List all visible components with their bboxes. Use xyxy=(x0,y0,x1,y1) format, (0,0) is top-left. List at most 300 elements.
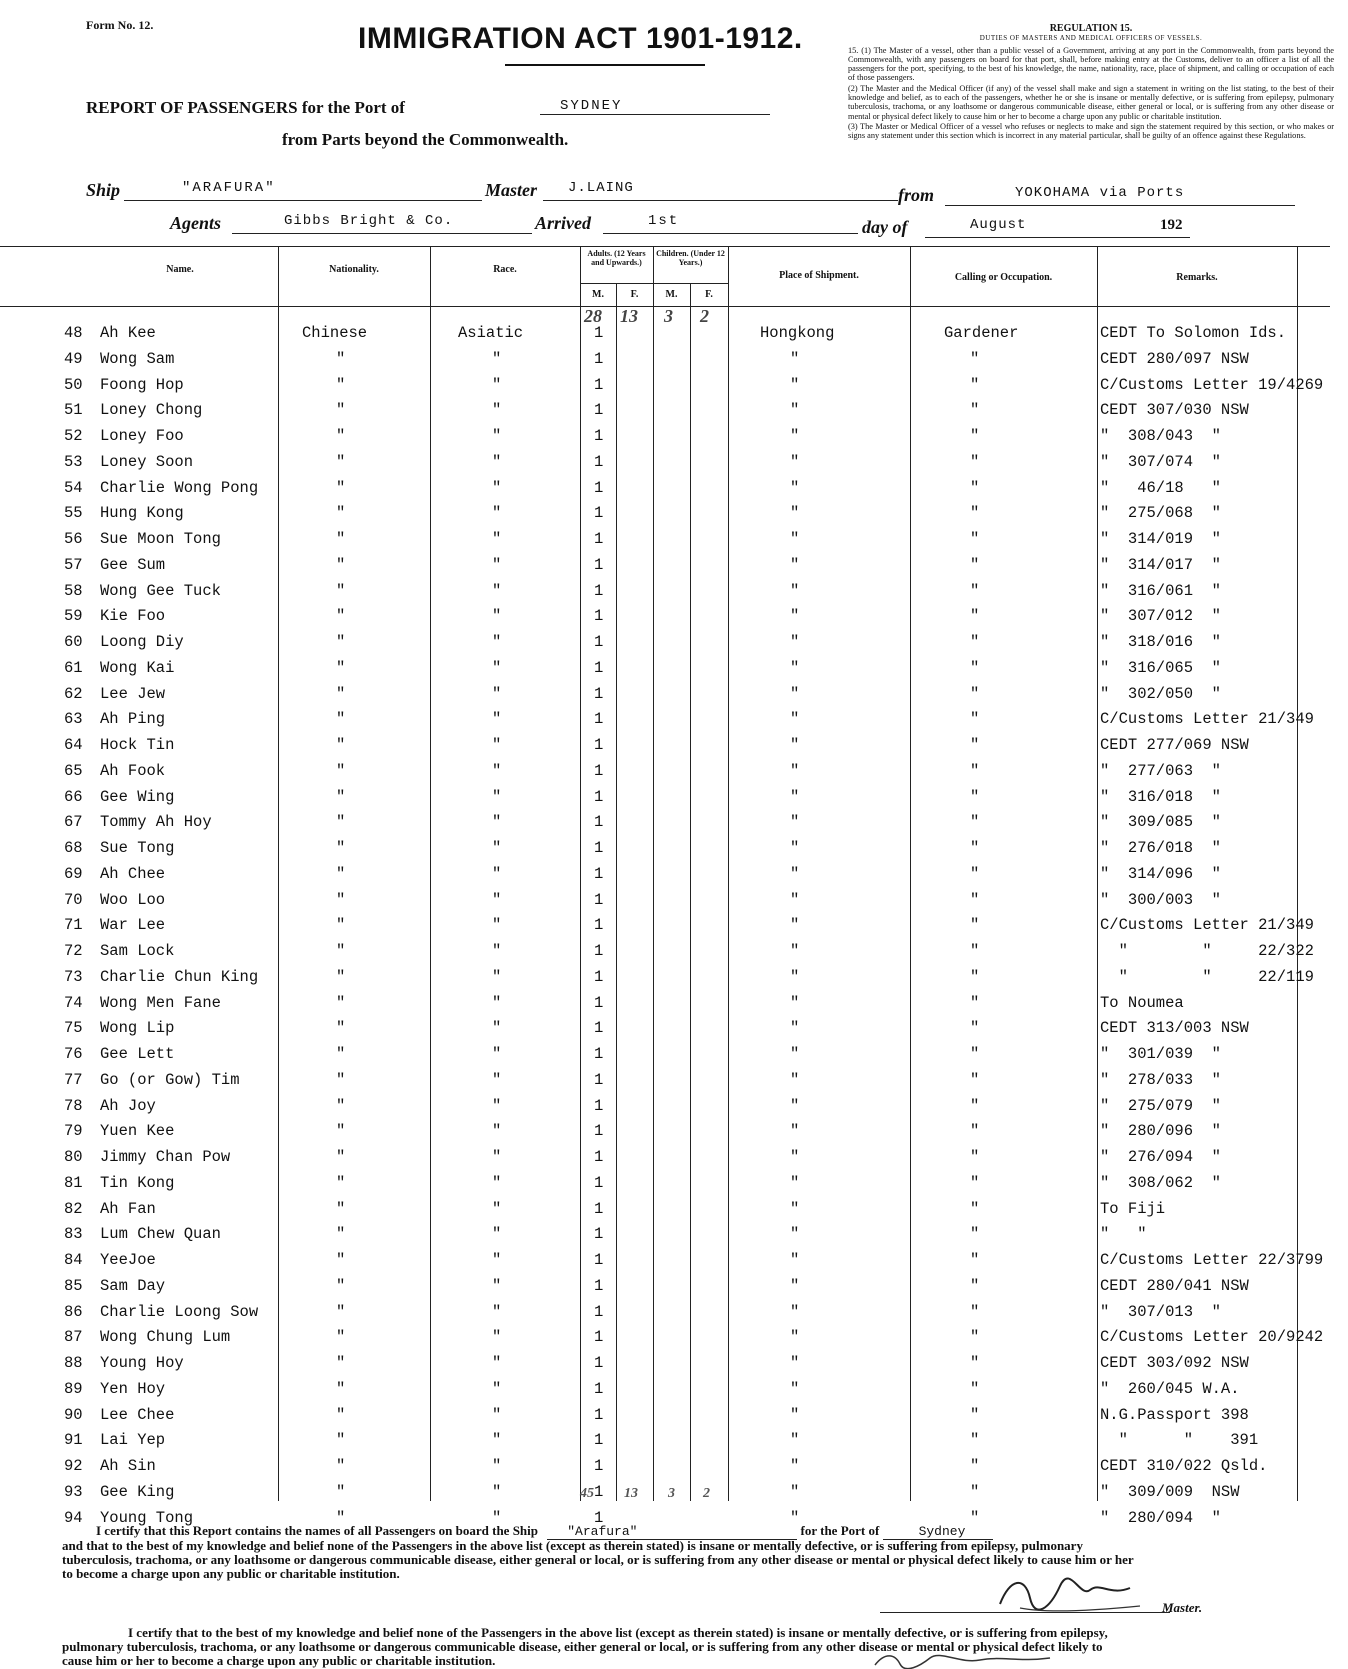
passenger-race: " xyxy=(492,633,502,651)
agents-value: Gibbs Bright & Co. xyxy=(284,213,454,229)
passenger-name: Lum Chew Quan xyxy=(100,1225,221,1244)
place-of-shipment: " xyxy=(790,684,800,703)
passenger-race: " xyxy=(492,452,502,471)
table-row xyxy=(0,994,1330,1019)
passenger-race: " xyxy=(492,1199,502,1218)
passenger-race: " xyxy=(492,1431,502,1450)
passenger-number: 73 xyxy=(64,967,83,986)
calling-occupation: " xyxy=(970,530,980,548)
passenger-nationality: " xyxy=(336,1405,346,1424)
header-adults: Adults. (12 Years and Upwards.) xyxy=(587,249,646,267)
calling-occupation: " xyxy=(970,1096,980,1115)
adult-male-count: 1 xyxy=(594,761,604,780)
passenger-nationality: " xyxy=(336,375,346,394)
passenger-nationality: " xyxy=(336,967,346,986)
remarks: " 318/016 " xyxy=(1100,633,1221,651)
remarks: CEDT 310/022 Qsld. xyxy=(1100,1457,1268,1475)
adult-male-count: 1 xyxy=(594,555,604,574)
remarks: CEDT 313/003 NSW xyxy=(1100,1019,1249,1038)
place-of-shipment: " xyxy=(790,761,800,780)
passenger-nationality: " xyxy=(336,530,346,548)
header-adult-m: M. xyxy=(592,289,604,300)
passenger-name: Yuen Kee xyxy=(100,1122,175,1141)
passenger-number: 82 xyxy=(64,1199,83,1218)
passenger-name: Lai Yep xyxy=(100,1431,166,1450)
passenger-race: " xyxy=(492,710,502,729)
place-of-shipment: " xyxy=(790,1405,800,1424)
passenger-name: Ah Kee xyxy=(100,324,156,342)
passenger-nationality: " xyxy=(336,684,346,703)
passenger-number: 63 xyxy=(64,710,83,729)
place-of-shipment: " xyxy=(790,993,800,1012)
passenger-nationality: " xyxy=(336,1457,346,1475)
passenger-nationality: " xyxy=(336,710,346,729)
calling-occupation: " xyxy=(970,1431,980,1450)
adult-male-count: 1 xyxy=(594,1045,604,1063)
calling-occupation: " xyxy=(970,1508,980,1527)
calling-occupation: " xyxy=(970,1405,980,1424)
passenger-nationality: " xyxy=(336,633,346,651)
calling-occupation: " xyxy=(970,761,980,780)
passenger-name: Wong Gee Tuck xyxy=(100,581,221,600)
table-row xyxy=(0,762,1330,787)
header-remarks: Remarks. xyxy=(1176,272,1218,283)
place-of-shipment: " xyxy=(790,1508,800,1527)
table-row xyxy=(0,1354,1330,1379)
passenger-nationality: " xyxy=(336,761,346,780)
passenger-name: Wong Sam xyxy=(100,349,175,368)
remarks: " 300/003 " xyxy=(1100,890,1221,909)
adult-male-count: 1 xyxy=(594,1225,604,1244)
remarks: " 307/013 " xyxy=(1100,1302,1221,1321)
passenger-number: 65 xyxy=(64,761,83,780)
table-row xyxy=(0,1380,1330,1405)
calling-occupation: " xyxy=(970,607,980,626)
place-of-shipment: " xyxy=(790,1457,800,1475)
passenger-number: 61 xyxy=(64,658,83,677)
place-of-shipment: " xyxy=(790,1379,800,1398)
calling-occupation: " xyxy=(970,839,980,857)
passenger-number: 88 xyxy=(64,1354,83,1372)
passenger-nationality: " xyxy=(336,658,346,677)
regulation-paragraph-1: 15. (1) The Master of a vessel, other than a public vessel of a Government, arriving at any port in the Commonwealth, from parts beyond the Commonwealth, with any passengers on board for that port, shall, before making entry at the Customs, deliver to an officer a list of all the passengers for the port, specifying, to the best of his knowledge, the name, nationality, race, place of shipment, and calling or occupation of each of those passengers. xyxy=(848,45,1334,83)
passenger-nationality: " xyxy=(336,1431,346,1450)
adult-male-count: 1 xyxy=(594,916,604,935)
table-row xyxy=(0,1071,1330,1096)
passenger-number: 92 xyxy=(64,1457,83,1475)
medical-line-1: I certify that to the best of my knowledge and belief none of the Passengers in the above list (except as therein stated) is insane or mentally defective, or is suffering from epilepsy, xyxy=(128,1626,1108,1640)
passenger-number: 93 xyxy=(64,1482,83,1501)
certificate-line-1 xyxy=(96,1524,1336,1540)
passenger-race: " xyxy=(492,1276,502,1295)
adult-male-count: 1 xyxy=(594,1405,604,1424)
certificate-ship-text: "Arafura" xyxy=(567,1524,638,1539)
passenger-nationality: " xyxy=(336,813,346,832)
passenger-number: 56 xyxy=(64,530,83,548)
passenger-nationality: " xyxy=(336,864,346,883)
calling-occupation: " xyxy=(970,1457,980,1475)
table-row xyxy=(0,839,1330,864)
remarks: CEDT 277/069 NSW xyxy=(1100,736,1249,754)
adult-male-count: 1 xyxy=(594,1328,604,1347)
header-race: Race. xyxy=(493,264,517,275)
passenger-nationality: " xyxy=(336,1122,346,1141)
passenger-nationality: " xyxy=(336,942,346,960)
passenger-name: Woo Loo xyxy=(100,890,166,909)
adult-male-count: 1 xyxy=(594,1276,604,1295)
passenger-race: " xyxy=(492,1328,502,1347)
passenger-race: " xyxy=(492,427,502,445)
place-of-shipment: " xyxy=(790,710,800,729)
total-child-m-bottom: 3 xyxy=(668,1486,675,1501)
passenger-nationality: " xyxy=(336,1173,346,1192)
passenger-nationality: " xyxy=(336,787,346,806)
adult-male-count: 1 xyxy=(594,633,604,651)
passenger-number: 77 xyxy=(64,1070,83,1089)
passenger-name: Sue Moon Tong xyxy=(100,530,221,548)
table-row xyxy=(0,1431,1330,1456)
adult-male-count: 1 xyxy=(594,504,604,523)
passenger-nationality: " xyxy=(336,1482,346,1501)
passenger-race: " xyxy=(492,942,502,960)
passenger-name: War Lee xyxy=(100,916,166,935)
table-row xyxy=(0,1303,1330,1328)
passenger-race: " xyxy=(492,1148,502,1166)
remarks: N.G.Passport 398 xyxy=(1100,1405,1249,1424)
adult-male-count: 1 xyxy=(594,1122,604,1141)
passenger-number: 55 xyxy=(64,504,83,523)
passenger-name: Wong Kai xyxy=(100,658,175,677)
place-of-shipment: " xyxy=(790,1045,800,1063)
place-of-shipment: " xyxy=(790,736,800,754)
passenger-number: 62 xyxy=(64,684,83,703)
adult-male-count: 1 xyxy=(594,349,604,368)
calling-occupation: " xyxy=(970,1122,980,1141)
total-adult-f-bottom: 13 xyxy=(624,1486,638,1501)
header-children: Children. (Under 12 Years.) xyxy=(656,249,725,267)
passenger-name: Jimmy Chan Pow xyxy=(100,1148,231,1166)
remarks: " 314/017 " xyxy=(1100,555,1221,574)
calling-occupation: " xyxy=(970,1379,980,1398)
header-name: Name. xyxy=(166,264,194,275)
place-of-shipment: " xyxy=(790,1251,800,1269)
calling-occupation: Gardener xyxy=(944,324,1019,342)
calling-occupation: " xyxy=(970,1276,980,1295)
total-child-f-bottom: 2 xyxy=(703,1486,710,1501)
passenger-nationality: " xyxy=(336,581,346,600)
table-row xyxy=(0,324,1330,349)
passenger-number: 81 xyxy=(64,1173,83,1192)
table-row xyxy=(0,479,1330,504)
place-of-shipment: " xyxy=(790,942,800,960)
master-signature-line xyxy=(880,1612,1170,1613)
passenger-race: " xyxy=(492,1508,502,1527)
place-of-shipment: " xyxy=(790,1199,800,1218)
passenger-race: " xyxy=(492,993,502,1012)
table-row xyxy=(0,1045,1330,1070)
place-of-shipment: " xyxy=(790,581,800,600)
adult-male-count: 1 xyxy=(594,839,604,857)
passenger-table xyxy=(0,246,1330,1527)
passenger-nationality: " xyxy=(336,1508,346,1527)
remarks: " " 391 xyxy=(1100,1431,1259,1450)
passenger-nationality: " xyxy=(336,504,346,523)
remarks: " " 22/119 xyxy=(1100,967,1314,986)
header-place: Place of Shipment. xyxy=(779,270,859,281)
master-label: Master xyxy=(485,180,538,200)
remarks: CEDT To Solomon Ids. xyxy=(1100,324,1287,342)
passenger-number: 94 xyxy=(64,1508,83,1527)
master-label: Master. xyxy=(1162,1600,1203,1615)
passenger-nationality: " xyxy=(336,1045,346,1063)
remarks: " 316/061 " xyxy=(1100,581,1221,600)
passenger-name: Loney Chong xyxy=(100,401,203,420)
place-of-shipment: " xyxy=(790,555,800,574)
remarks: " 275/079 " xyxy=(1100,1096,1221,1115)
place-of-shipment: " xyxy=(790,349,800,368)
passenger-number: 85 xyxy=(64,1276,83,1295)
place-of-shipment: " xyxy=(790,633,800,651)
table-row xyxy=(0,891,1330,916)
header-calling: Calling or Occupation. xyxy=(954,272,1053,283)
passenger-race: " xyxy=(492,530,502,548)
calling-occupation: " xyxy=(970,864,980,883)
passenger-name: Loney Soon xyxy=(100,452,194,471)
calling-occupation: " xyxy=(970,1045,980,1063)
remarks: " 302/050 " xyxy=(1100,684,1221,703)
remarks: CEDT 303/092 NSW xyxy=(1100,1354,1249,1372)
from-value: YOKOHAMA via Ports xyxy=(1015,185,1185,201)
passenger-nationality: " xyxy=(336,1251,346,1269)
table-row xyxy=(0,1148,1330,1173)
passenger-number: 84 xyxy=(64,1251,83,1269)
adult-male-count: 1 xyxy=(594,1508,604,1527)
calling-occupation: " xyxy=(970,478,980,497)
passenger-race: " xyxy=(492,1379,502,1398)
calling-occupation: " xyxy=(970,1328,980,1347)
place-of-shipment: " xyxy=(790,1070,800,1089)
passenger-race: " xyxy=(492,916,502,935)
table-row xyxy=(0,453,1330,478)
passenger-name: Go (or Gow) Tim xyxy=(100,1070,240,1089)
calling-occupation: " xyxy=(970,1019,980,1038)
place-of-shipment: " xyxy=(790,1122,800,1141)
passenger-nationality: " xyxy=(336,1225,346,1244)
passenger-name: Gee Wing xyxy=(100,787,175,806)
passenger-number: 51 xyxy=(64,401,83,420)
passenger-number: 64 xyxy=(64,736,83,754)
ship-value: "ARAFURA" xyxy=(182,180,276,196)
passenger-race: " xyxy=(492,581,502,600)
passenger-race: " xyxy=(492,349,502,368)
passenger-number: 86 xyxy=(64,1302,83,1321)
agents-field xyxy=(232,213,532,234)
passenger-name: Wong Lip xyxy=(100,1019,175,1038)
port-value xyxy=(540,98,770,115)
certificate-text-b: for the Port of xyxy=(800,1524,880,1538)
passenger-nationality: " xyxy=(336,1379,346,1398)
passenger-race: " xyxy=(492,401,502,420)
table-row xyxy=(0,865,1330,890)
passenger-number: 54 xyxy=(64,478,83,497)
remarks: " 277/063 " xyxy=(1100,761,1221,780)
adult-male-count: 1 xyxy=(594,787,604,806)
regulation-paragraph-2: (2) The Master and the Medical Officer (if any) of the vessel shall make and sign a statement in writing on the list stating, to the best of their knowledge and belief, as to each of the passengers, whether he or she is insane or mentally defective, or is suffering from epilepsy, pulmonary tuberculosis, trachoma, or any loathsome or dangerous communicable disease, either general or local, or is suffering from any other disease or mental or physical defect likely to cause him or her to become a charge upon any public or charitable institution. xyxy=(848,83,1334,121)
passenger-nationality: " xyxy=(336,1199,346,1218)
table-row xyxy=(0,736,1330,761)
table-row xyxy=(0,1406,1330,1431)
passenger-race: " xyxy=(492,1096,502,1115)
table-row xyxy=(0,813,1330,838)
table-row xyxy=(0,942,1330,967)
place-of-shipment: Hongkong xyxy=(760,324,835,342)
table-row xyxy=(0,376,1330,401)
adult-male-count: 1 xyxy=(594,1457,604,1475)
passenger-number: 79 xyxy=(64,1122,83,1141)
place-of-shipment: " xyxy=(790,839,800,857)
passenger-race: " xyxy=(492,1482,502,1501)
passenger-number: 57 xyxy=(64,555,83,574)
passenger-race: " xyxy=(492,787,502,806)
adult-male-count: 1 xyxy=(594,1302,604,1321)
arrived-field xyxy=(603,213,858,234)
adult-male-count: 1 xyxy=(594,1199,604,1218)
table-row xyxy=(0,788,1330,813)
total-child-f-top: 2 xyxy=(700,306,709,326)
table-row xyxy=(0,633,1330,658)
calling-occupation: " xyxy=(970,787,980,806)
passenger-race: " xyxy=(492,890,502,909)
passenger-name: Wong Men Fane xyxy=(100,993,221,1012)
passenger-race: " xyxy=(492,375,502,394)
place-of-shipment: " xyxy=(790,1148,800,1166)
passenger-name: Kie Foo xyxy=(100,607,166,626)
adult-male-count: 1 xyxy=(594,1482,604,1501)
passenger-race: " xyxy=(492,1225,502,1244)
header-nationality: Nationality. xyxy=(329,264,379,275)
certificate-line-3: tuberculosis, trachoma, or any loathsome or dangerous communicable disease, either general or local, or is suffering from any other disease or mental or physical defect likely to cause him or her xyxy=(62,1553,1134,1567)
passenger-number: 70 xyxy=(64,890,83,909)
from-label: from xyxy=(898,185,934,205)
place-of-shipment: " xyxy=(790,813,800,832)
passenger-race: " xyxy=(492,839,502,857)
passenger-name: Yen Hoy xyxy=(100,1379,166,1398)
place-of-shipment: " xyxy=(790,1482,800,1501)
calling-occupation: " xyxy=(970,375,980,394)
calling-occupation: " xyxy=(970,710,980,729)
place-of-shipment: " xyxy=(790,864,800,883)
passenger-race: " xyxy=(492,736,502,754)
adult-male-count: 1 xyxy=(594,658,604,677)
passenger-name: Wong Chung Lum xyxy=(100,1328,231,1347)
document-title: IMMIGRATION ACT 1901-1912. xyxy=(358,22,803,55)
passenger-nationality: " xyxy=(336,401,346,420)
passenger-name: Ah Fan xyxy=(100,1199,156,1218)
certificate-line-4: to become a charge upon any public or charitable institution. xyxy=(62,1567,400,1581)
remarks: " " xyxy=(1100,1225,1147,1244)
table-row xyxy=(0,968,1330,993)
table-row xyxy=(0,710,1330,735)
table-row xyxy=(0,1122,1330,1147)
remarks: " 308/043 " xyxy=(1100,427,1221,445)
year-value: 192 xyxy=(1160,217,1183,233)
passenger-number: 90 xyxy=(64,1405,83,1424)
place-of-shipment: " xyxy=(790,1302,800,1321)
passenger-name: Loney Foo xyxy=(100,427,184,445)
calling-occupation: " xyxy=(970,658,980,677)
passenger-number: 66 xyxy=(64,787,83,806)
remarks: " 316/065 " xyxy=(1100,658,1221,677)
header-child-f: F. xyxy=(705,289,713,300)
calling-occupation: " xyxy=(970,916,980,935)
place-of-shipment: " xyxy=(790,1019,800,1038)
remarks: C/Customs Letter 20/9242 xyxy=(1100,1328,1324,1347)
passenger-name: Lee Jew xyxy=(100,684,166,703)
medical-line-3: cause him or her to become a charge upon any public or charitable institution. xyxy=(62,1654,496,1668)
adult-male-count: 1 xyxy=(594,427,604,445)
adult-male-count: 1 xyxy=(594,1173,604,1192)
master-signature xyxy=(980,1568,1150,1616)
passenger-race: " xyxy=(492,1251,502,1269)
table-row xyxy=(0,916,1330,941)
table-row xyxy=(0,685,1330,710)
calling-occupation: " xyxy=(970,1354,980,1372)
passenger-number: 53 xyxy=(64,452,83,471)
table-row xyxy=(0,401,1330,426)
passenger-nationality: " xyxy=(336,1302,346,1321)
total-adult-f-top: 13 xyxy=(620,306,638,326)
passenger-name: Sam Lock xyxy=(100,942,175,960)
place-of-shipment: " xyxy=(790,1431,800,1450)
passenger-nationality: " xyxy=(336,607,346,626)
passenger-name: Young Tong xyxy=(100,1508,194,1527)
remarks: To Fiji xyxy=(1100,1199,1166,1218)
passenger-name: Loong Diy xyxy=(100,633,184,651)
report-label: REPORT OF PASSENGERS for the Port of xyxy=(86,98,405,117)
place-of-shipment: " xyxy=(790,967,800,986)
remarks: " 307/012 " xyxy=(1100,607,1221,626)
passenger-race: " xyxy=(492,504,502,523)
table-row xyxy=(0,504,1330,529)
passenger-nationality: " xyxy=(336,1096,346,1115)
table-row xyxy=(0,427,1330,452)
passenger-race: Asiatic xyxy=(458,324,524,342)
passenger-nationality: " xyxy=(336,916,346,935)
table-row xyxy=(0,659,1330,684)
table-row xyxy=(0,1483,1330,1508)
remarks: " 308/062 " xyxy=(1100,1173,1221,1192)
passenger-nationality: " xyxy=(336,452,346,471)
calling-occupation: " xyxy=(970,452,980,471)
table-row xyxy=(0,350,1330,375)
table-row xyxy=(0,1200,1330,1225)
calling-occupation: " xyxy=(970,813,980,832)
total-adult-m-bottom: 45 xyxy=(580,1486,594,1501)
passenger-name: Lee Chee xyxy=(100,1405,175,1424)
table-row xyxy=(0,607,1330,632)
adult-male-count: 1 xyxy=(594,324,604,342)
passenger-nationality: " xyxy=(336,478,346,497)
passenger-number: 69 xyxy=(64,864,83,883)
calling-occupation: " xyxy=(970,993,980,1012)
remarks: " 314/019 " xyxy=(1100,530,1221,548)
remarks: " 276/094 " xyxy=(1100,1148,1221,1166)
passenger-name: Foong Hop xyxy=(100,375,184,394)
passenger-name: Sue Tong xyxy=(100,839,175,857)
adult-male-count: 1 xyxy=(594,736,604,754)
passenger-nationality: " xyxy=(336,839,346,857)
calling-occupation: " xyxy=(970,1482,980,1501)
